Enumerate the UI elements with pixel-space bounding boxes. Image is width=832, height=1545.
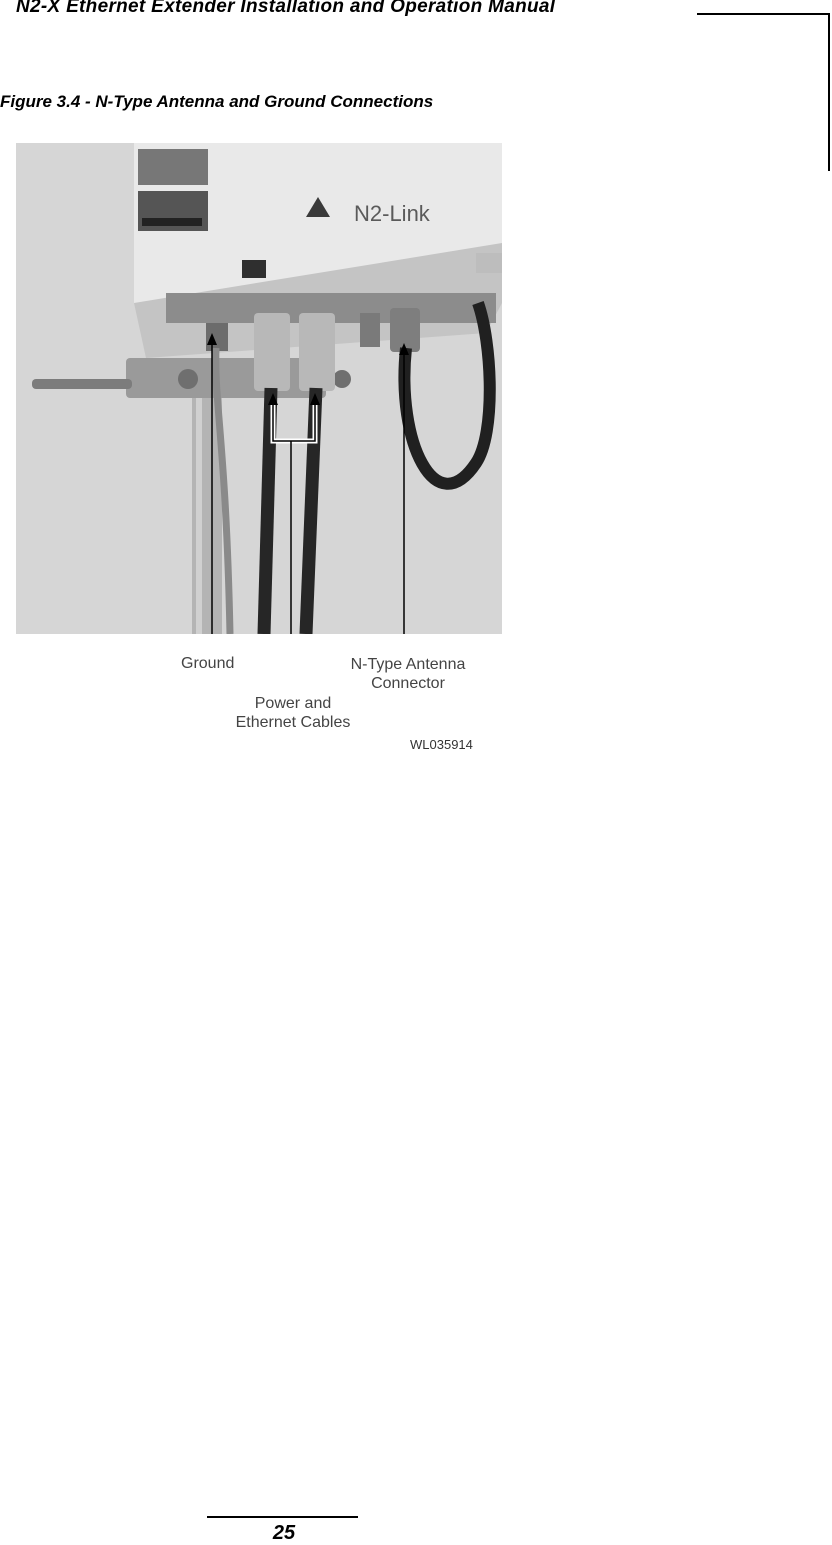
page-number: 25 [272,1522,296,1544]
power-cable [264,388,271,634]
mounting-clamp [126,358,326,398]
callout-ntype-line1: N-Type Antenna [350,656,466,673]
brand-text: N2-Link [354,201,430,226]
callout-ntype-antenna [335,655,481,693]
figure-photo [16,143,502,634]
header-rule [697,13,830,15]
ground-lug [206,323,228,351]
power-connector [254,313,290,391]
callout-power-ethernet [222,694,364,732]
drawing-id: WL035914 [410,737,473,752]
callout-power-line2: Ethernet Cables [235,714,351,731]
header-side-rule [828,13,830,171]
n-type-connector [390,308,420,352]
callout-ntype-line2: Connector [371,675,445,692]
callout-ground: Ground [181,655,235,672]
footer-rule [207,1516,358,1518]
figure-caption: Figure 3.4 - N-Type Antenna and Ground Connections [0,92,434,111]
ethernet-connector [299,313,335,391]
callout-power-line1: Power and [254,695,332,712]
header-title: N2-X Ethernet Extender Installation and Operation Manual [16,0,556,17]
